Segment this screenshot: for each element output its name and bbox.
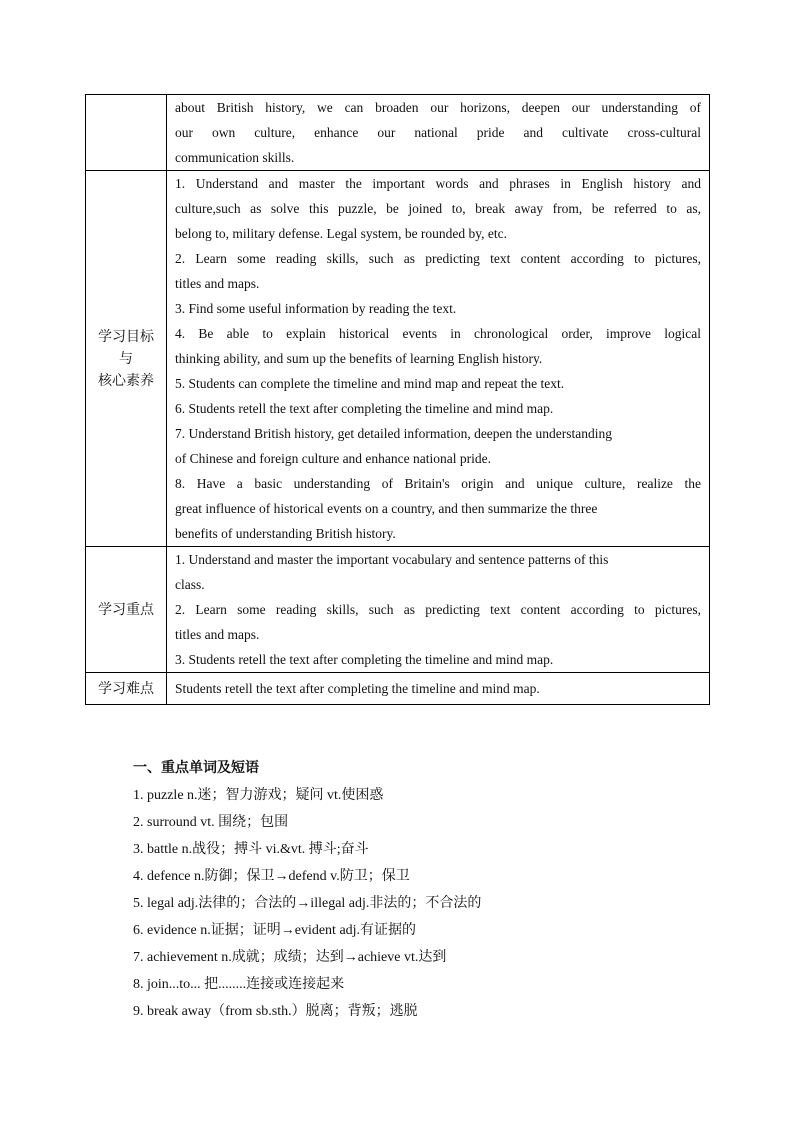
text-line: 1. Understand and master the important words and phrases in English history and [175,176,701,191]
row-content [167,547,710,673]
vocab-item: 4. defence n.防御；保卫→defend v.防卫；保卫 [133,869,410,884]
vocab-item: 7. achievement n.成就；成绩；达到→achieve vt.达到 [133,950,447,965]
text-line: 2. Learn some reading skills, such as predicting text content according to pictures, [175,251,701,266]
text-line: 1. Understand and master the important vocabulary and sentence patterns of this [175,552,609,567]
text-line: 4. Be able to explain historical events in chronological order, improve logical [175,326,701,341]
text-line: titles and maps. [175,627,260,642]
text-line: 6. Students retell the text after completing the timeline and mind map. [175,401,554,416]
text-line: 3. Find some useful information by reading the text. [175,301,457,316]
row-label [86,95,167,171]
text-line: 5. Students can complete the timeline and mind map and repeat the text. [175,376,565,391]
row-label-difficulties [86,673,167,705]
text-line: 8. Have a basic understanding of Britain's origin and unique culture, realize the [175,476,701,491]
text-line: Students retell the text after completing the timeline and mind map. [175,681,540,696]
learning-plan-table [85,94,710,705]
text-line: culture,such as solve this puzzle, be joined to, break away from, be referred to as, [175,201,701,216]
section-heading: 一、重点单词及短语 [133,760,259,776]
vocab-item: 5. legal adj.法律的；合法的→illegal adj.非法的；不合法的 [133,896,482,911]
row-label-key-points [86,547,167,673]
table-row [86,673,710,705]
vocab-section [133,755,693,1025]
text-line: of Chinese and foreign culture and enhance national pride. [175,451,492,466]
row-content [167,95,710,171]
text-line: class. [175,577,205,592]
row-label-text: 学习目标 与 核心素养 [98,328,154,389]
row-content [167,673,710,705]
vocab-item: 2. surround vt. 围绕；包围 [133,815,289,830]
table-row [86,171,710,547]
row-label-objectives [86,171,167,547]
vocab-item: 9. break away（from sb.sth.）脱离；背叛；逃脱 [133,1004,418,1019]
text-line: benefits of understanding British history. [175,526,396,541]
vocab-item: 3. battle n.战役；搏斗 vi.&vt. 搏斗;奋斗 [133,842,369,857]
text-line: thinking ability, and sum up the benefits of learning English history. [175,351,543,366]
text-line: belong to, military defense. Legal system, be rounded by, etc. [175,226,508,241]
table-row [86,547,710,673]
vocab-item: 1. puzzle n.迷；智力游戏；疑问 vt.使困惑 [133,788,384,803]
text-line: communication skills. [175,150,295,165]
vocab-item: 6. evidence n.证据；证明→evident adj.有证据的 [133,923,417,938]
table-row [86,95,710,171]
row-label-text: 学习重点 [98,601,154,618]
text-line: our own culture, enhance our national pride and cultivate cross-cultural [175,125,701,140]
text-line: titles and maps. [175,276,260,291]
text-line: about British history, we can broaden our horizons, deepen our understanding of [175,100,701,115]
row-content [167,171,710,547]
row-label-text: 学习难点 [98,680,154,697]
text-line: 3. Students retell the text after completing the timeline and mind map. [175,652,554,667]
text-line: great influence of historical events on a country, and then summarize the three [175,501,598,516]
text-line: 7. Understand British history, get detailed information, deepen the understanding [175,426,613,441]
text-line: 2. Learn some reading skills, such as predicting text content according to pictures, [175,602,701,617]
vocab-item: 8. join...to... 把........连接或连接起来 [133,977,345,992]
